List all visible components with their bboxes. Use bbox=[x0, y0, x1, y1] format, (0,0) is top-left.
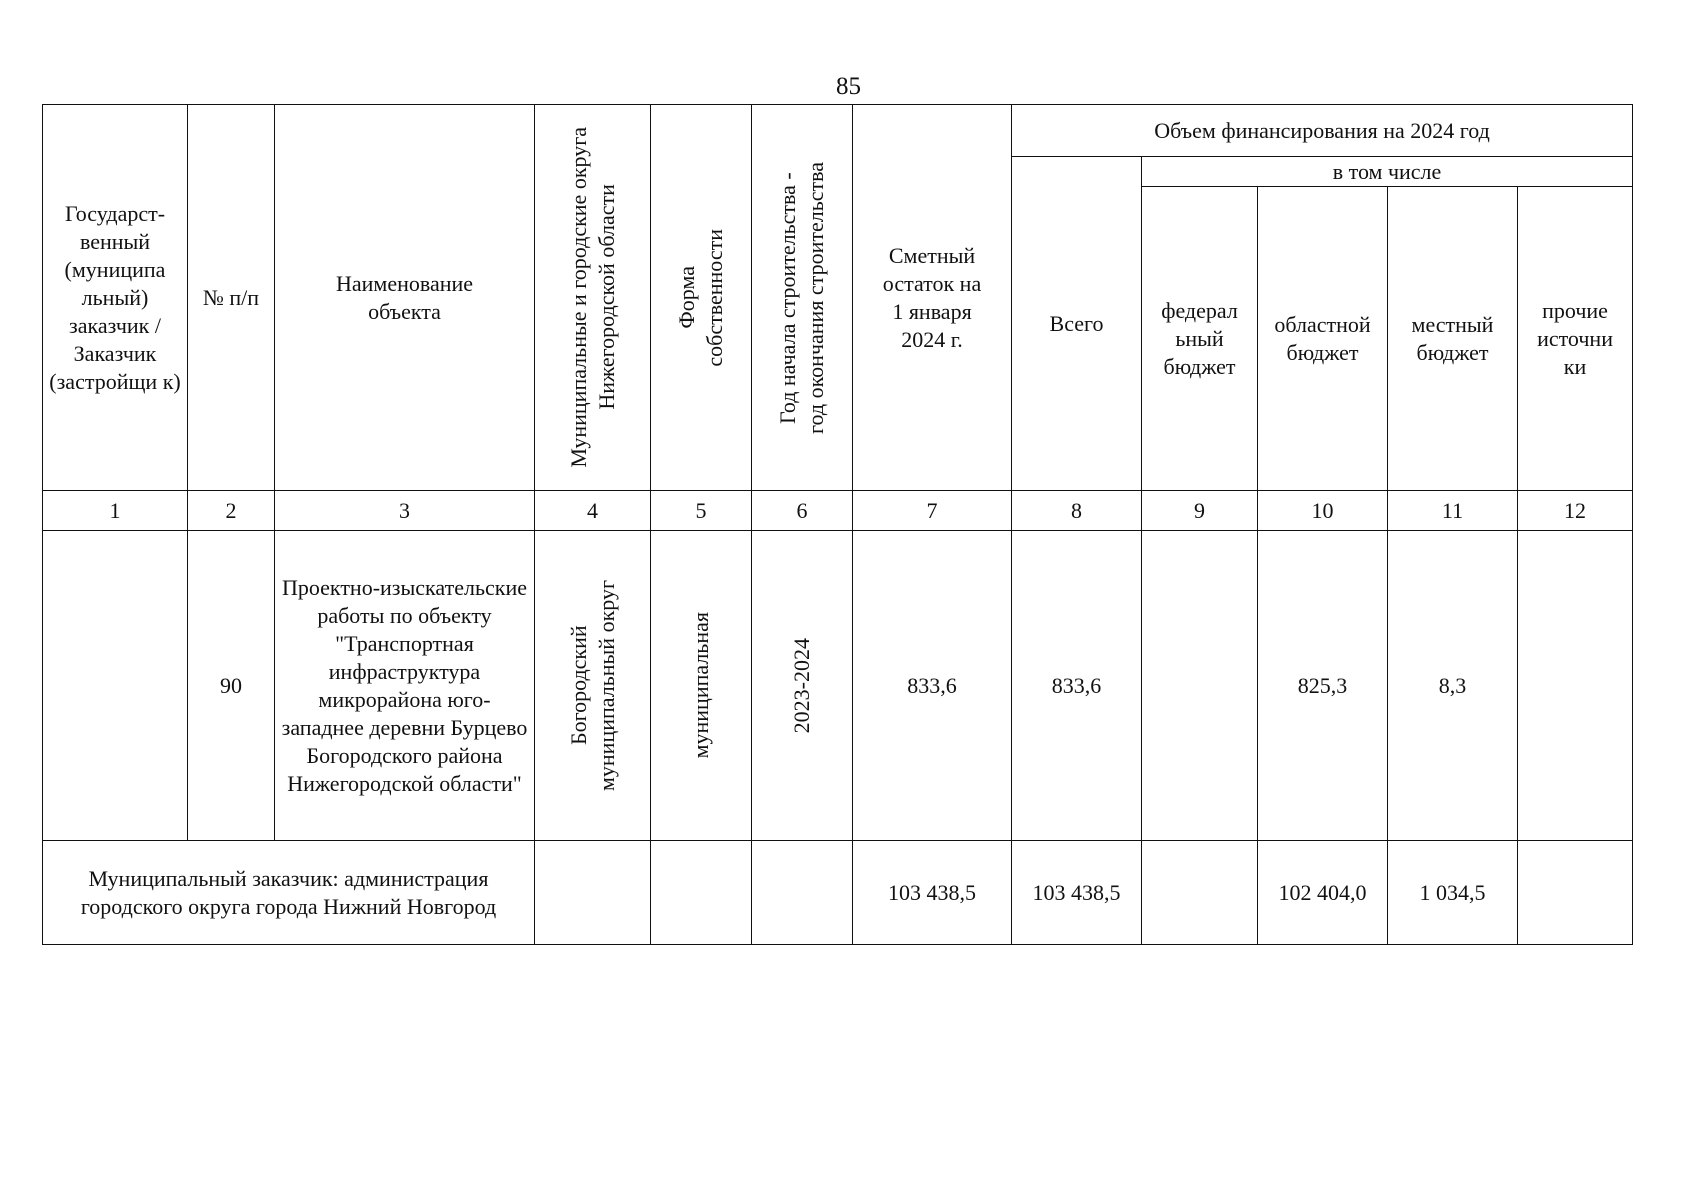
summary-empty bbox=[752, 841, 853, 945]
row-local: 8,3 bbox=[1388, 531, 1518, 841]
row-customer bbox=[43, 531, 188, 841]
column-number: 2 bbox=[188, 491, 275, 531]
row-construction-years: 2023-2024 bbox=[752, 531, 853, 841]
column-number: 3 bbox=[275, 491, 535, 531]
summary-row bbox=[43, 841, 1633, 945]
summary-estimate: 103 438,5 bbox=[853, 841, 1012, 945]
row-regional: 825,3 bbox=[1258, 531, 1388, 841]
row-municipality: Богородский муниципальный округ bbox=[535, 531, 651, 841]
row-total: 833,6 bbox=[1012, 531, 1142, 841]
header-customer: Государст-венный (муниципа льный) заказчик / Заказчик (застройщи к) bbox=[43, 105, 188, 491]
row-number: 90 bbox=[188, 531, 275, 841]
header-object-name: Наименование объекта bbox=[275, 105, 535, 491]
row-estimate: 833,6 bbox=[853, 531, 1012, 841]
summary-other bbox=[1518, 841, 1633, 945]
header-federal: федерал ьный бюджет bbox=[1142, 187, 1258, 491]
header-regional: областной бюджет bbox=[1258, 187, 1388, 491]
header-total: Всего bbox=[1012, 157, 1142, 491]
column-number: 9 bbox=[1142, 491, 1258, 531]
row-ownership: муниципальная bbox=[651, 531, 752, 841]
header-estimate: Сметный остаток на 1 января 2024 г. bbox=[853, 105, 1012, 491]
column-number: 8 bbox=[1012, 491, 1142, 531]
summary-label: Муниципальный заказчик: администрация городского округа города Нижний Новгород bbox=[43, 841, 535, 945]
summary-local: 1 034,5 bbox=[1388, 841, 1518, 945]
header-financing: Объем финансирования на 2024 год bbox=[1012, 105, 1633, 157]
row-object-name: Проектно-изыскательские работы по объекту "Транспортная инфраструктура микрорайона юго-западнее деревни Бурцево Богородского района Нижегородской области" bbox=[275, 531, 535, 841]
summary-regional: 102 404,0 bbox=[1258, 841, 1388, 945]
column-number: 6 bbox=[752, 491, 853, 531]
summary-federal bbox=[1142, 841, 1258, 945]
column-number: 5 bbox=[651, 491, 752, 531]
summary-empty bbox=[651, 841, 752, 945]
column-number: 10 bbox=[1258, 491, 1388, 531]
summary-empty bbox=[535, 841, 651, 945]
row-federal bbox=[1142, 531, 1258, 841]
summary-total: 103 438,5 bbox=[1012, 841, 1142, 945]
column-number: 12 bbox=[1518, 491, 1633, 531]
header-ownership: Форма собственности bbox=[651, 105, 752, 491]
header-row-number: № п/п bbox=[188, 105, 275, 491]
table-row bbox=[43, 531, 1633, 841]
column-number: 11 bbox=[1388, 491, 1518, 531]
column-number: 7 bbox=[853, 491, 1012, 531]
column-number: 4 bbox=[535, 491, 651, 531]
row-other bbox=[1518, 531, 1633, 841]
header-other: прочие источни ки bbox=[1518, 187, 1633, 491]
capital-construction-table bbox=[42, 104, 1633, 945]
header-local: местный бюджет bbox=[1388, 187, 1518, 491]
header-construction-years: Год начала строительства - год окончания строительства bbox=[752, 105, 853, 491]
column-number: 1 bbox=[43, 491, 188, 531]
page-number: 85 bbox=[836, 73, 861, 100]
column-numbers-row bbox=[43, 491, 1633, 531]
header-including: в том числе bbox=[1142, 157, 1633, 187]
header-municipalities: Муниципальные и городские округа Нижегородской области bbox=[535, 105, 651, 491]
